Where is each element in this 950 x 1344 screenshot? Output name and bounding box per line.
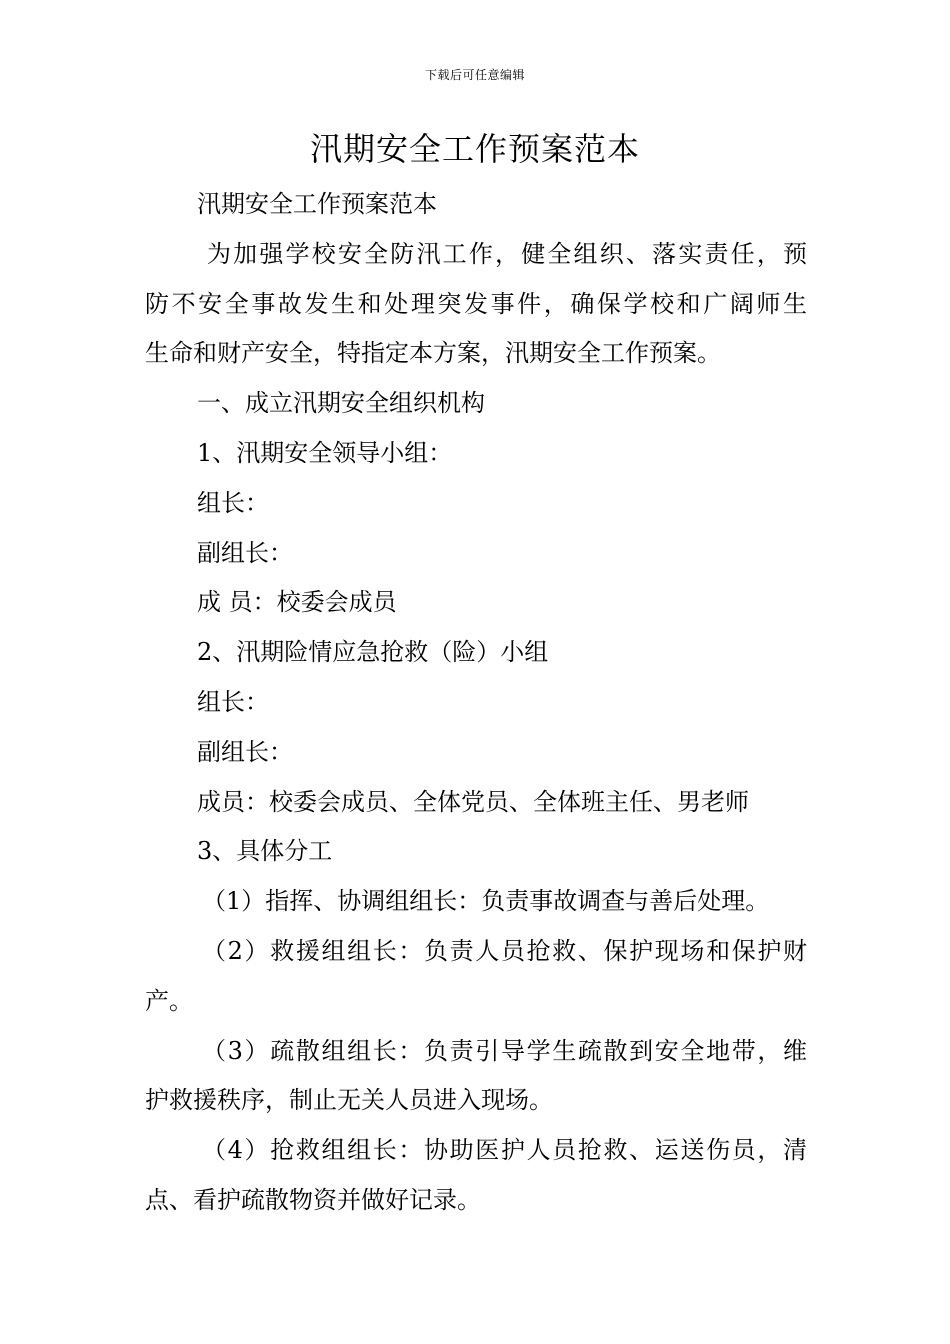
duty-item-4-line-1: （4）抢救组组长：协助医护人员抢救、运送伤员，清: [202, 1136, 807, 1165]
duty-item-2-line-2: 产。: [145, 986, 193, 1015]
group2-deputy: 副组长：: [197, 737, 293, 766]
group2-leader: 组长：: [197, 687, 269, 716]
group2-heading: 2、汛期险情应急抢救（险）小组: [197, 638, 549, 667]
document-title: 汛期安全工作预案范本: [309, 130, 640, 168]
duty-item-3-line-1: （3）疏散组组长：负责引导学生疏散到安全地带，维: [202, 1036, 807, 1065]
group1-members: 成 员：校委会成员: [197, 588, 397, 617]
duty-item-4-line-2: 点、看护疏散物资并做好记录。: [145, 1185, 481, 1214]
intro-line-3: 生命和财产安全，特指定本方案，汛期安全工作预案。: [145, 339, 721, 368]
group1-leader: 组长：: [197, 488, 269, 517]
document-subtitle: 汛期安全工作预案范本: [197, 190, 437, 218]
group2-members: 成员：校委会成员、全体党员、全体班主任、男老师: [197, 787, 749, 816]
duty-item-2-line-1: （2）救援组组长：负责人员抢救、保护现场和保护财: [202, 936, 807, 965]
header-note: 下载后可任意编辑: [424, 68, 525, 82]
duty-item-3-line-2: 护救援秩序，制止无关人员进入现场。: [145, 1086, 553, 1115]
intro-line-1: 为加强学校安全防汛工作，健全组织、落实责任，预: [207, 239, 807, 268]
group1-deputy: 副组长：: [197, 538, 293, 567]
section-heading: 一、成立汛期安全组织机构: [197, 389, 485, 418]
group1-heading: 1、汛期安全领导小组：: [197, 438, 453, 467]
group3-heading: 3、具体分工: [197, 837, 333, 866]
intro-line-2: 防不安全事故发生和处理突发事件，确保学校和广阔师生: [145, 289, 807, 318]
document-body: [145, 180, 807, 1226]
duty-item-1: （1）指挥、协调组组长：负责事故调查与善后处理。: [202, 887, 770, 916]
